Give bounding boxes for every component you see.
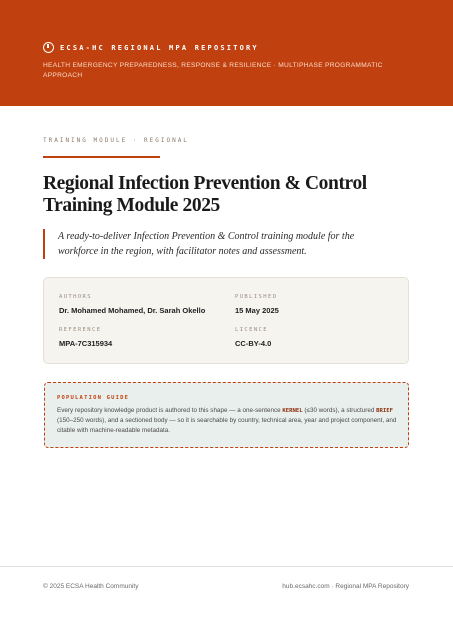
metadata-card	[43, 277, 409, 364]
footer-copyright: © 2025 ECSA Health Community	[43, 583, 139, 590]
brand-row[interactable]	[43, 42, 259, 53]
population-guide-title: POPULATION GUIDE	[57, 395, 130, 401]
meta-published	[235, 294, 279, 315]
guide-text-part: (≤30 words), a structured	[302, 407, 377, 414]
guide-text-part: Every repository knowledge product is authored to this shape — a one-sentence	[57, 407, 283, 414]
top-bar	[0, 0, 453, 106]
meta-licence-value: CC-BY-4.0	[235, 339, 272, 348]
brand-subtitle: HEALTH EMERGENCY PREPAREDNESS, RESPONSE & RESILIENCE · MULTIPHASE PROGRAMMATIC APPROACH	[43, 62, 383, 79]
document-eyebrow: TRAINING MODULE · REGIONAL	[43, 137, 189, 144]
footer-divider	[0, 566, 453, 567]
meta-reference-label: REFERENCE	[59, 327, 102, 333]
accent-divider	[43, 156, 160, 158]
meta-authors-label: AUTHORS	[59, 294, 92, 300]
brand-title: ECSA-HC REGIONAL MPA REPOSITORY	[60, 43, 259, 52]
meta-authors-value: Dr. Mohamed Mohamed, Dr. Sarah Okello	[59, 306, 206, 315]
population-guide	[44, 382, 409, 448]
guide-text-part: (150–250 words), and a sectioned body — so it is searchable by country, technical area, year and project component, and citable with machine-readable metadata.	[57, 417, 397, 434]
power-icon	[43, 42, 54, 53]
meta-published-label: PUBLISHED	[235, 294, 278, 300]
meta-reference-value: MPA-7C315934	[59, 339, 113, 348]
meta-reference	[59, 327, 112, 348]
page-title: Regional Infection Prevention & Control Training Module 2025	[43, 173, 367, 216]
footer-site-link[interactable]: hub.ecsahc.com · Regional MPA Repository	[282, 583, 409, 590]
document-lede: A ready-to-deliver Infection Prevention & Control training module for the workforce in the region, with facilitator notes and assessment.	[43, 229, 388, 259]
meta-licence-label: LICENCE	[235, 327, 268, 333]
meta-published-value: 15 May 2025	[235, 306, 279, 315]
population-guide-text	[57, 406, 397, 436]
brief-code: BRIEF	[376, 408, 393, 414]
meta-licence	[235, 327, 271, 348]
meta-authors	[59, 294, 205, 315]
kernel-code: KERNEL	[282, 408, 303, 414]
